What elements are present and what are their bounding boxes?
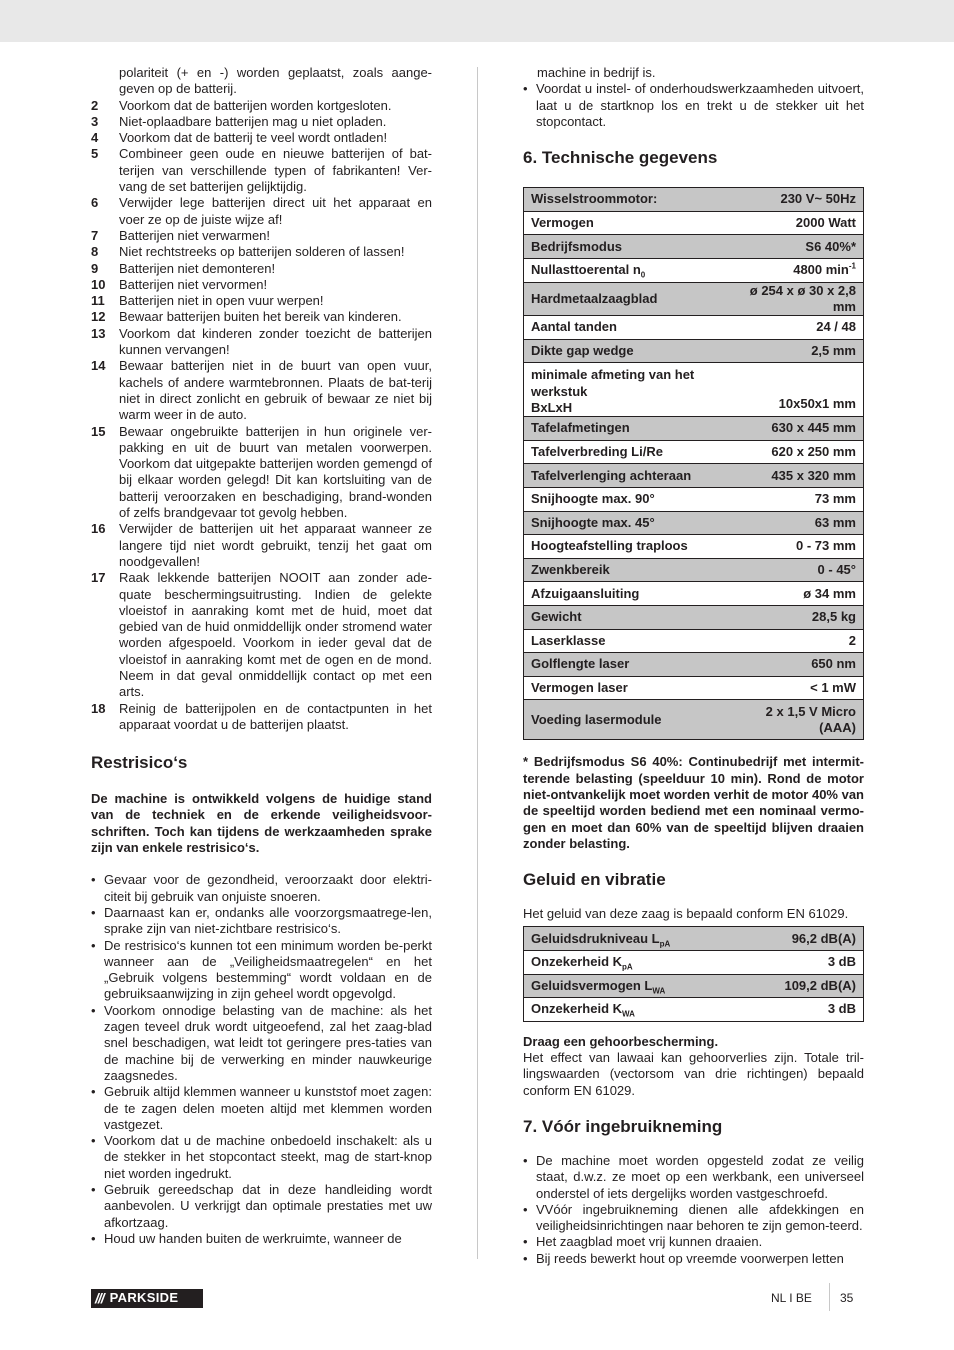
bullet-icon: • xyxy=(523,1250,528,1266)
list-item xyxy=(91,521,432,570)
list-item-number: 4 xyxy=(91,130,99,146)
table-cell-value: 620 x 250 mm xyxy=(737,440,864,464)
list-item xyxy=(91,146,432,195)
table-cell-value: 0 - 45° xyxy=(737,558,864,582)
list-item-text: Reinig de batterijpolen en de contactpunten in het apparaat voordat u de batterijen plaatst. xyxy=(119,700,432,732)
bullet-icon: • xyxy=(91,872,96,888)
table-cell-value: 230 V~ 50Hz xyxy=(737,188,864,212)
right-column xyxy=(523,65,864,1267)
left-column xyxy=(91,65,432,1247)
table-cell-label: Laserklasse xyxy=(524,629,737,653)
list-item xyxy=(91,114,432,130)
table-cell-value: 4800 $\min^{-1}$ xyxy=(737,258,864,282)
list-item xyxy=(91,938,432,1003)
table-row xyxy=(524,316,864,340)
table-row xyxy=(524,417,864,441)
noise-heading: Geluid en vibratie xyxy=(523,870,666,890)
table-cell-label: Snijhoogte max. 90° xyxy=(524,488,737,512)
bullet-icon: • xyxy=(91,937,96,953)
table-row xyxy=(524,363,864,417)
operating-mode-footnote: * Bedrijfsmodus S6 40%: Continubedrijf met intermit-terende belasting (speelduur 10 min). Rond de motor niet-ontvankelijk moet worden verhit de motor 40% van de speeltijd worden bediend met een nominaal vermo-gen en moet dan 60% van de speeltijd blijven draaien zonder belasting. xyxy=(523,754,864,851)
table-cell-label: Gewicht xyxy=(524,605,737,629)
list-item-number: 14 xyxy=(91,358,106,374)
bullet-icon: • xyxy=(91,904,96,920)
table-row xyxy=(524,951,864,975)
table-cell-label: Onzekerheid $K_{pA}$ xyxy=(524,951,742,975)
table-cell-label: Vermogen xyxy=(524,211,737,235)
list-item-number: 3 xyxy=(91,113,99,129)
table-cell-value: 2,5 mm xyxy=(737,339,864,363)
list-item-text: Voorkom dat de batterij te veel wordt ontladen! xyxy=(119,130,388,146)
table-row xyxy=(524,440,864,464)
table-cell-label: Geluidsvermogen $L_{WA}$ xyxy=(524,974,742,998)
table-cell-value: 650 nm xyxy=(737,653,864,677)
table-cell-value: 28,5 kg xyxy=(737,605,864,629)
list-item-text: Bij reeds bewerkt hout op vreemde voorwerpen letten xyxy=(536,1250,844,1266)
table-row xyxy=(524,488,864,512)
list-item: • Voordat u instel- of onderhoudswerkzaamheden uitvoert, laat u de startknop los en trekt u de stekker uit het stopcontact. xyxy=(523,81,864,129)
before-use-bullet-list xyxy=(523,1153,864,1267)
list-item xyxy=(91,244,432,260)
table-cell-label: Tafelafmetingen xyxy=(524,417,737,441)
list-item-text: Gevaar voor de gezondheid, veroorzaakt door elektri-citeit bij gebruik van onjuiste snoeren. xyxy=(104,872,432,904)
table-row xyxy=(524,974,864,998)
table-cell-value: 2 xyxy=(737,629,864,653)
table-row xyxy=(524,188,864,212)
technical-data-heading: 6. Technische gegevens xyxy=(523,148,718,168)
list-item-text: Voorkom dat de batterijen worden kortgesloten. xyxy=(119,97,392,113)
list-item xyxy=(91,228,432,244)
table-cell-label: Dikte gap wedge xyxy=(524,339,737,363)
list-item xyxy=(91,1231,432,1247)
table-cell-label: Onzekerheid $K_{WA}$ xyxy=(524,998,742,1022)
table-row xyxy=(524,211,864,235)
table-row xyxy=(524,511,864,535)
table-row xyxy=(524,629,864,653)
table-row xyxy=(524,339,864,363)
before-use-heading: 7. Vóór ingebruikneming xyxy=(523,1117,723,1136)
list-item xyxy=(91,1084,432,1133)
table-cell-value: 24 / 48 xyxy=(737,316,864,340)
list-item-number: 5 xyxy=(91,146,99,162)
list-item xyxy=(91,1003,432,1084)
table-cell-label: Snijhoogte max. 45° xyxy=(524,511,737,535)
battery-safety-list xyxy=(91,98,432,734)
list-item-number: 11 xyxy=(91,293,105,309)
restrisico-heading: Restrisico‘s xyxy=(91,753,188,773)
list-item xyxy=(91,701,432,734)
list-item-number: 8 xyxy=(91,244,99,260)
table-row xyxy=(524,558,864,582)
table-cell-value: 109,2 dB(A) xyxy=(742,974,864,998)
list-item-number: 10 xyxy=(91,276,106,292)
noise-intro: Het geluid van deze zaag is bepaald conform EN 61029. xyxy=(523,906,849,922)
table-cell-label: Hoogteafstelling traploos xyxy=(524,535,737,559)
bullet-icon: • xyxy=(523,1153,528,1168)
table-cell-value: 3 dB xyxy=(742,951,864,975)
table-row xyxy=(524,464,864,488)
table-cell-value: 435 x 320 mm xyxy=(737,464,864,488)
table-cell-label: Golflengte laser xyxy=(524,653,737,677)
bullet-icon: • xyxy=(91,1133,96,1149)
list-item-text: VVóór ingebruikneming dienen alle afdekkingen en veiligheidsinrichtingen naar behoren te zijn gemon-teerd. xyxy=(536,1201,864,1234)
table-row xyxy=(524,235,864,259)
table-cell-label: Wisselstroommotor: xyxy=(524,188,737,212)
list-item-text: Combineer geen oude en nieuwe batterijen of bat-terijen van verschillende typen of fabrikanten! Ver-vang de set batterijen gelijktijdig. xyxy=(119,146,432,195)
table-cell-value: 3 dB xyxy=(742,998,864,1022)
table-cell-value: 63 mm xyxy=(737,511,864,535)
list-item-number: 12 xyxy=(91,309,106,325)
list-item-text: Batterijen niet vervormen! xyxy=(119,276,268,292)
table-row xyxy=(524,676,864,700)
list-item xyxy=(91,195,432,228)
list-item xyxy=(91,309,432,325)
table-cell-label: Afzuigaansluiting xyxy=(524,582,737,606)
table-row xyxy=(524,700,864,740)
list-item xyxy=(91,424,432,522)
list-item xyxy=(523,1153,864,1202)
table-row xyxy=(524,605,864,629)
list-item-number: 15 xyxy=(91,423,106,439)
list-item-number: 9 xyxy=(91,260,99,276)
list-item-number: 16 xyxy=(91,521,106,537)
table-row xyxy=(524,582,864,606)
table-cell-label: Hardmetaalzaagblad xyxy=(524,282,737,316)
table-cell-value: < 1 mW xyxy=(737,676,864,700)
list-item-text: Voorkom onnodige belasting van de machine: als het zagen teveel druk wordt uitgeoefend, zal het zaag-blad snel beschadigen, wat leidt tot geringere pres-taties van de machine bij de verwerking en minder nauwkeurige zaagsnedes. xyxy=(104,1002,432,1083)
table-cell-label: Vermogen laser xyxy=(524,676,737,700)
table-row xyxy=(524,258,864,282)
list-item-text: Batterijen niet demonteren! xyxy=(119,260,276,276)
table-cell-value: 96,2 dB(A) xyxy=(742,927,864,951)
list-item xyxy=(91,1182,432,1231)
list-item xyxy=(91,130,432,146)
table-cell-value: ø 34 mm xyxy=(737,582,864,606)
list-item-text: Batterijen niet in open vuur werpen! xyxy=(119,293,324,309)
table-cell-label: Zwenkbereik xyxy=(524,558,737,582)
table-cell-label: Aantal tanden xyxy=(524,316,737,340)
list-item-text: Batterijen niet verwarmen! xyxy=(119,227,271,243)
bullet-continuation: machine in bedrijf is. xyxy=(537,65,656,80)
list-item xyxy=(91,293,432,309)
list-item xyxy=(91,98,432,114)
table-cell-label: minimale afmeting van het werkstuk BxLxH xyxy=(524,363,737,417)
list-item-number: 17 xyxy=(91,570,106,586)
list-item-text: Verwijder lege batterijen direct uit het apparaat en voer ze op de juiste wijze af! xyxy=(119,195,432,227)
bullet-icon: • xyxy=(523,1201,528,1217)
list-item xyxy=(523,1251,864,1267)
list-item-text: De machine moet worden opgesteld zodat ze veilig staat, d.w.z. ze moet op een werkbank, een universeel onderstel of iets dergelijks worden vastgeschroefd. xyxy=(536,1153,864,1201)
bullet-icon: • xyxy=(523,1234,528,1250)
table-cell-value: 630 x 445 mm xyxy=(737,417,864,441)
top-band xyxy=(0,0,954,42)
list-item-text: Verwijder de batterijen uit het apparaat wanneer ze langere tijd niet wordt gebruikt, tenzij het gaat om noodgevallen! xyxy=(119,521,432,569)
list-item-text: Gebruik altijd klemmen wanneer u kunststof moet zagen: de te zagen delen moeten altijd met klemmen worden vastgezet. xyxy=(104,1084,432,1132)
table-row xyxy=(524,998,864,1022)
table-cell-value: S6 40%* xyxy=(737,235,864,259)
hearing-protection-note: Draag een gehoorbescherming. xyxy=(523,1033,719,1049)
parkside-logo: /// PARKSIDE xyxy=(91,1289,203,1308)
table-row xyxy=(524,927,864,951)
list-item xyxy=(91,1133,432,1182)
table-cell-label: Tafelverlenging achteraan xyxy=(524,464,737,488)
table-cell-label: Nullasttoerental $n_0$ xyxy=(524,258,737,282)
list-item-text: De restrisico‘s kunnen tot een minimum worden be-perkt wanneer aan de „Veiligheidsmaatregelen“ en het „Gebruik volgens bestemming“ wordt voldaan en de gebruiksaanwijzing in zijn geheel wordt opgevolgd. xyxy=(104,937,432,1002)
list-item xyxy=(523,1202,864,1235)
list-item xyxy=(91,570,432,700)
restrisico-intro: De machine is ontwikkeld volgens de huidige stand van de techniek en de erkende veiligheidsvoor-schriften. Toch kan tijdens de werkzaamheden sprake zijn van enkele restrisico‘s. xyxy=(91,791,432,856)
table-cell-value: 2 x 1,5 V Micro (AAA) xyxy=(737,700,864,740)
list-item-number: 6 xyxy=(91,195,99,211)
list-item xyxy=(91,872,432,905)
restrisico-bullet-list xyxy=(91,872,432,1247)
table-cell-value: 2000 Watt xyxy=(737,211,864,235)
table-cell-value: 10x50x1 mm xyxy=(737,363,864,417)
list-item-number: 13 xyxy=(91,325,106,341)
bullet-icon: • xyxy=(91,1084,96,1100)
list-item-text: Bewaar ongebruikte batterijen in hun originele ver-pakking en uit de buurt van metalen voorwerpen. Voorkom dat uitgepakte batterijen worden gemengd of bij elkaar worden gelegd! Dit kan kortsluiting van de batterij veroorzaken en beschadiging, brand-wonden of zelfs brandgevaar tot gevolg hebben. xyxy=(119,423,432,521)
table-cell-value: 73 mm xyxy=(737,488,864,512)
table-row xyxy=(524,535,864,559)
list-item-number: 7 xyxy=(91,227,99,243)
bullet-icon: • xyxy=(91,1230,96,1246)
table-cell-value: ø 254 x ø 30 x 2,8 mm xyxy=(737,282,864,316)
list-item-text: Daarnaast kan er, ondanks alle voorzorgsmaatrege-len, sprake zijn van niet-zichtbare restrisico‘s. xyxy=(104,904,432,937)
list-item-text: Het zaagblad moet vrij kunnen draaien. xyxy=(536,1234,763,1250)
hearing-text: Het effect van lawaai kan gehoorverlies zijn. Totale tril-lingswaarden (vectorsom van drie richtingen) bepaald conform EN 61029. xyxy=(523,1050,864,1098)
table-cell-label: Voeding lasermodule xyxy=(524,700,737,740)
list-item-text: Voorkom dat kinderen zonder toezicht de batterijen kunnen vervangen! xyxy=(119,325,432,358)
table-cell-value: 0 - 73 mm xyxy=(737,535,864,559)
language-label: NL I BE xyxy=(771,1291,812,1305)
list-item-number: 18 xyxy=(91,700,106,716)
list-item-text: Bewaar batterijen niet in de buurt van open vuur, kachels of andere warmtebronnen. Plaats de bat-terij niet in direct zonlicht en gebruik of bewaar ze niet bij warm weer in de auto. xyxy=(119,358,432,423)
list-item-continuation: polariteit (+ en -) worden geplaatst, zoals aange-geven op de batterij. xyxy=(119,65,432,97)
list-item xyxy=(91,261,432,277)
list-item-number: 2 xyxy=(91,97,99,113)
list-item xyxy=(91,358,432,423)
list-item-text: Houd uw handen buiten de werkruimte, wanneer de xyxy=(104,1230,402,1246)
page-number: 35 xyxy=(840,1291,854,1305)
list-item xyxy=(91,277,432,293)
bullet-icon: • xyxy=(91,1182,96,1197)
table-row xyxy=(524,653,864,677)
table-row xyxy=(524,282,864,316)
list-item-text: Niet-oplaadbare batterijen mag u niet opladen. xyxy=(119,113,387,129)
technical-data-table xyxy=(523,187,864,740)
noise-table xyxy=(523,926,864,1021)
list-item-text: Gebruik gereedschap dat in deze handleiding wordt aanbevolen. U verkrijgt dan optimale prestaties met uw afkortzaag. xyxy=(104,1182,432,1230)
table-cell-label: Geluidsdrukniveau $L_{pA}$ xyxy=(524,927,742,951)
table-cell-label: Tafelverbreding Li/Re xyxy=(524,440,737,464)
column-divider xyxy=(477,67,478,1259)
table-cell-label: Bedrijfsmodus xyxy=(524,235,737,259)
list-item xyxy=(91,905,432,938)
list-item-text: Raak lekkende batterijen NOOIT aan zonder ade-quate beschermingsuitrusting. Indien de gelekte vloeistof in aanraking komt met de huid, moet dat gebied van de huid onmiddellijk onder stromend water worden afgespoeld. Voorkom in ieder geval dat de vloeistof in aanraking komt met de ogen en de mond. Neem in dat geval onmiddellijk contact op met een arts. xyxy=(119,570,432,700)
footer-separator xyxy=(829,1283,830,1311)
list-item-text: Niet rechtstreeks op batterijen solderen of lassen! xyxy=(119,244,405,260)
list-item xyxy=(523,1234,864,1250)
bullet-icon: • xyxy=(91,1002,96,1018)
list-item-text: Bewaar batterijen buiten het bereik van kinderen. xyxy=(119,309,402,325)
list-item-text: Voorkom dat u de machine onbedoeld inschakelt: als u de stekker in het stopcontact steekt, mag de start-knop niet worden ingedrukt. xyxy=(104,1133,432,1181)
list-item xyxy=(91,326,432,359)
